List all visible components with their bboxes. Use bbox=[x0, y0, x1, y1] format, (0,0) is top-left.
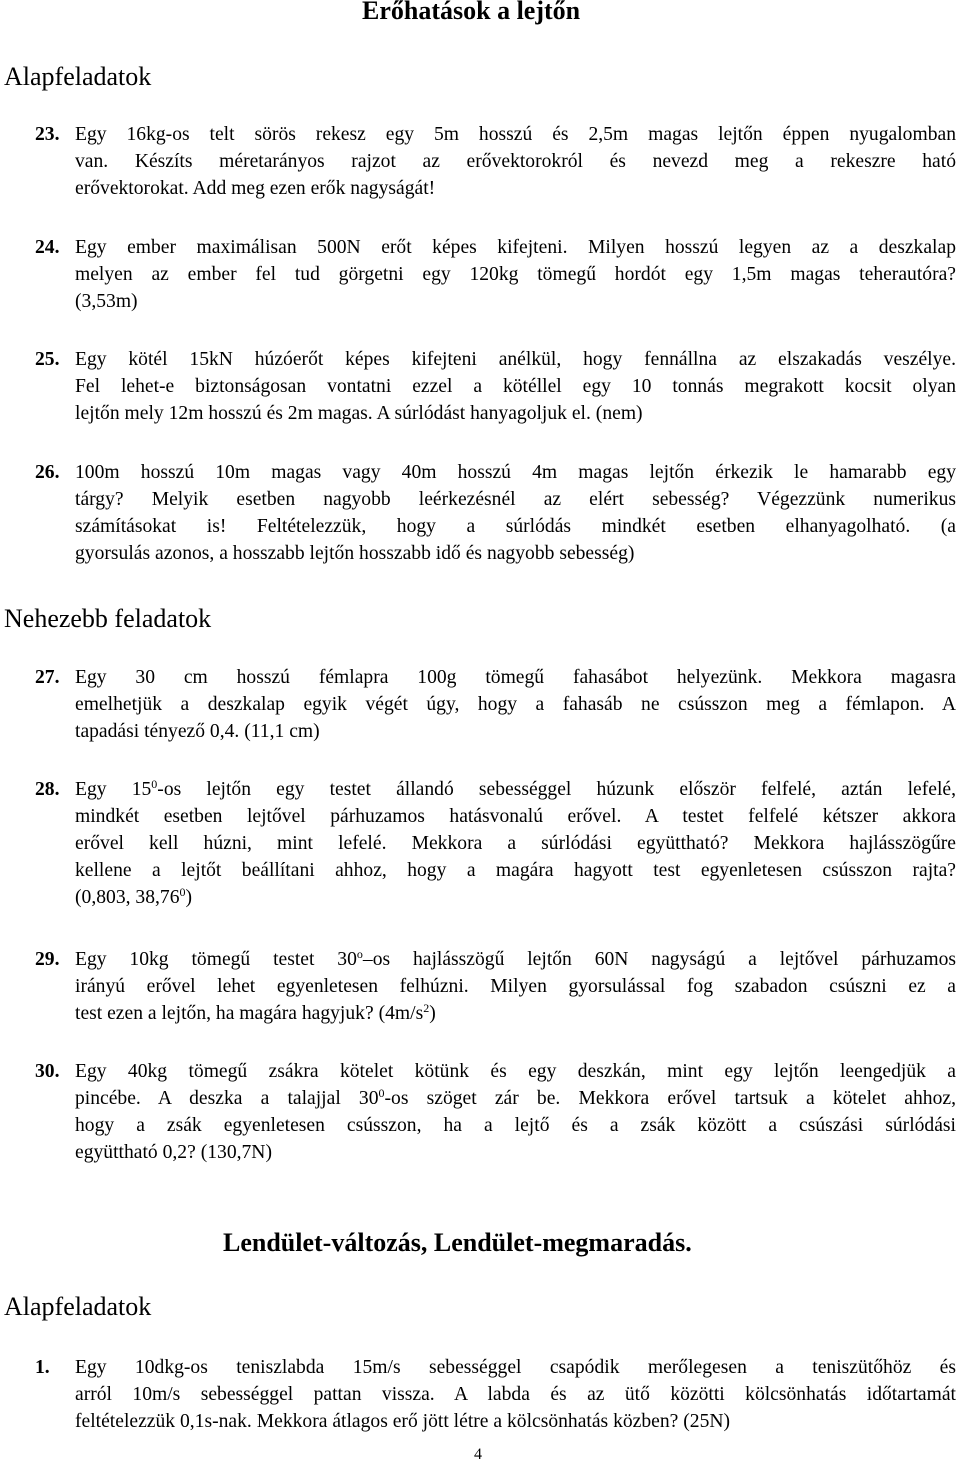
text-run: Egy 10kg tömegű testet 30 bbox=[75, 949, 357, 970]
problem-line: hogy a zsák egyenletesen csússzon, ha a lejtő és a zsák között a csúszási súrlódási bbox=[75, 1115, 956, 1136]
heading-basic-tasks-2: Alapfeladatok bbox=[4, 1292, 152, 1321]
problem-number: 26. bbox=[35, 462, 60, 483]
degree-superscript: 0 bbox=[378, 1086, 385, 1100]
heading-basic-tasks: Alapfeladatok bbox=[4, 62, 152, 91]
problem-line: Egy kötél 15kN húzóerőt képes kifejteni anélkül, hogy fennállna az elszakadás veszélye. bbox=[75, 349, 956, 370]
problem-line: melyen az ember fel tud görgetni egy 120kg tömegű hordót egy 1,5m magas teherautóra? bbox=[75, 264, 956, 285]
problem-28 bbox=[35, 776, 956, 911]
problem-number: 27. bbox=[35, 667, 60, 688]
problem-line: kellene a lejtőt beállítani ahhoz, hogy a magára hagyott test egyenletesen csússzon rajta? bbox=[75, 860, 956, 881]
problem-number: 28. bbox=[35, 779, 60, 800]
problem-line: tapadási tényező 0,4. (11,1 cm) bbox=[75, 721, 320, 742]
problem-line bbox=[75, 884, 956, 911]
problem-line: erővel kell húzni, mint lefelé. Mekkora a súrlódási együttható? Mekkora hajlásszögűre bbox=[75, 833, 956, 854]
text-run: –os hajlásszögű lejtőn 60N nagyságú a lejtővel párhuzamos bbox=[362, 949, 957, 970]
problem-line: feltételezzük 0,1s-nak. Mekkora átlagos erő jött létre a kölcsönhatás közben? (25N) bbox=[75, 1411, 731, 1432]
degree-superscript: 0 bbox=[151, 777, 158, 791]
problem-line: mindkét esetben lejtővel párhuzamos hatásvonalú erővel. A testet felfelé kétszer akkora bbox=[75, 806, 956, 827]
problem-line: erővektorokat. Add meg ezen erők nagyságát! bbox=[75, 178, 436, 199]
problem-line: lejtőn mely 12m hosszú és 2m magas. A súrlódást hanyagoljuk el. (nem) bbox=[75, 403, 643, 424]
problem-1 bbox=[35, 1354, 956, 1435]
text-run: -os szöget zár be. Mekkora erővel tartsuk a kötelet ahhoz, bbox=[384, 1088, 956, 1109]
problem-number: 25. bbox=[35, 349, 60, 370]
problem-line: gyorsulás azonos, a hosszabb lejtőn hosszabb idő és nagyobb sebesség) bbox=[75, 543, 635, 564]
problem-line: arról 10m/s sebességgel pattan vissza. A labda és az ütő közötti kölcsönhatás időtartamát bbox=[75, 1384, 956, 1405]
problem-27 bbox=[35, 664, 956, 745]
problem-29 bbox=[35, 946, 956, 1027]
problem-line: Egy 40kg tömegű zsákra kötelet kötünk és egy deszkán, mint egy lejtőn leengedjük a bbox=[75, 1061, 956, 1082]
section-title-lejto: Erőhatások a lejtőn bbox=[362, 0, 581, 25]
problem-line: tárgy? Melyik esetben nagyobb leérkezésnél az elért sebesség? Végezzünk numerikus bbox=[75, 489, 956, 510]
problem-30 bbox=[35, 1058, 956, 1166]
text-run: (0,803, 38,76 bbox=[75, 887, 180, 908]
problem-line: Egy 10dkg-os teniszlabda 15m/s sebességgel csapódik merőlegesen a teniszütőhöz és bbox=[75, 1357, 956, 1378]
problem-number: 1. bbox=[35, 1357, 50, 1378]
problem-line: Egy 16kg-os telt sörös rekesz egy 5m hosszú és 2,5m magas lejtőn éppen nyugalomban bbox=[75, 124, 956, 145]
problem-number: 23. bbox=[35, 124, 60, 145]
problem-number: 30. bbox=[35, 1061, 60, 1082]
problem-line bbox=[75, 946, 956, 973]
text-run: Egy 15 bbox=[75, 779, 152, 800]
text-run: ) bbox=[429, 1003, 436, 1024]
problem-line: irányú erővel lehet egyenletesen felhúzni. Milyen gyorsulással fog szabadon csúszni ez a bbox=[75, 976, 956, 997]
problem-line: Egy ember maximálisan 500N erőt képes kifejteni. Milyen hosszú legyen az a deszkalap bbox=[75, 237, 956, 258]
problem-line bbox=[75, 1085, 956, 1112]
problem-line: Fel lehet-e biztonságosan vontatni ezzel a kötéllel egy 10 tonnás megrakott kocsit olyan bbox=[75, 376, 956, 397]
problem-number: 29. bbox=[35, 949, 60, 970]
problem-line: számításokat is! Feltételezzük, hogy a súrlódás mindkét esetben elhanyagolható. (a bbox=[75, 516, 956, 537]
problem-line: 100m hosszú 10m magas vagy 40m hosszú 4m magas lejtőn érkezik le hamarabb egy bbox=[75, 462, 956, 483]
degree-superscript: 0 bbox=[179, 885, 186, 899]
heading-hard-tasks: Nehezebb feladatok bbox=[4, 604, 212, 633]
problem-number: 24. bbox=[35, 237, 60, 258]
exponent-superscript: 2 bbox=[423, 1001, 430, 1015]
section-title-lendulet: Lendület-változás, Lendület-megmaradás. bbox=[223, 1228, 692, 1257]
problem-line bbox=[75, 1000, 956, 1027]
text-run: pincébe. A deszka a talajjal 30 bbox=[75, 1088, 379, 1109]
problem-line: (3,53m) bbox=[75, 291, 138, 312]
page-number: 4 bbox=[474, 1446, 482, 1463]
problem-23 bbox=[35, 121, 956, 202]
text-run: test ezen a lejtőn, ha magára hagyjuk? (4m/s bbox=[75, 1003, 424, 1024]
problem-line: együttható 0,2? (130,7N) bbox=[75, 1142, 272, 1163]
problem-26 bbox=[35, 459, 956, 567]
problem-24 bbox=[35, 234, 956, 315]
problem-line: Egy 30 cm hosszú fémlapra 100g tömegű fahasábot helyezünk. Mekkora magasra bbox=[75, 667, 956, 688]
problem-25 bbox=[35, 346, 956, 427]
problem-line: van. Készíts méretarányos rajzot az erővektorokról és nevezd meg a rekeszre ható bbox=[75, 151, 956, 172]
text-run: -os lejtőn egy testet állandó sebességgel húzunk először felfelé, aztán lefelé, bbox=[157, 779, 956, 800]
problem-line: emelhetjük a deszkalap egyik végét úgy, hogy a fahasáb ne csússzon meg a fémlapon. A bbox=[75, 694, 956, 715]
text-run: ) bbox=[185, 887, 193, 908]
degree-superscript: o bbox=[356, 947, 363, 961]
problem-line bbox=[75, 776, 956, 803]
